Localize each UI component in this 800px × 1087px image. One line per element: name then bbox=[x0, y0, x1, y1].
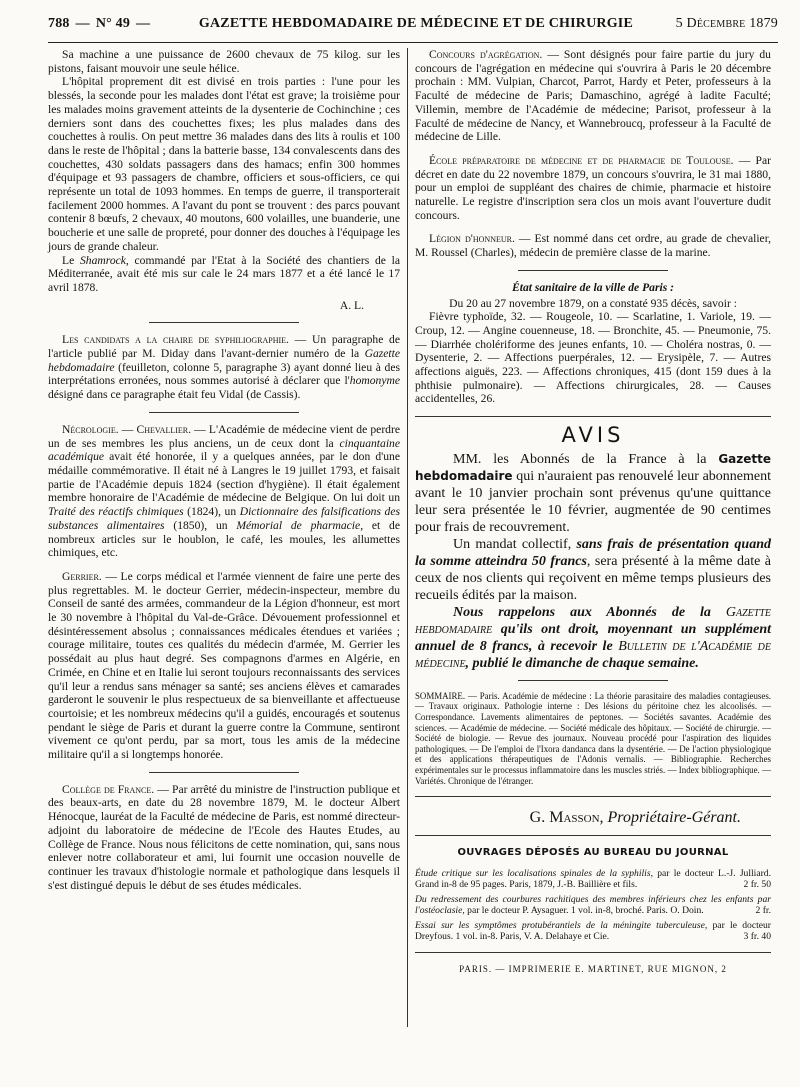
etat-details: Fièvre typhoïde, 32. — Rougeole, 10. — Scarlatine, 1. Variole, 19. — Croup, 12. — Angine couenneuse, 18. — Bronchite, 45. — Pneumonie, 75. — Diarrhée cholériforme des jeunes enfants, 10. — Choléra nostras, 0. — Dysenterie, 2. — Affections puerpérales, 12. — Erysipèle, 7. — Autres affections aiguës, 223. — Affections chroniques, 415 (dont 159 dues à la phthisie pulmonaire). — Affections chirurgicales, 28. — Causes accidentelles, 26. bbox=[415, 310, 771, 406]
page-number: 788 bbox=[48, 16, 70, 31]
separator-rule bbox=[518, 270, 668, 271]
concours-article: Concours d'agrégation. — Sont désignés pour faire partie du jury du concours de l'agrégation en médecine qui s'ouvrira à Paris le 20 décembre prochain : MM. Vulpian, Charcot, Parrot, Hardy et Peter, professeurs à la Faculté de médecine de Paris; Damaschino, agrégé à ladite Faculté; Villemin, membre de l'Académie de médecine; Parisot, professeur à la Faculté de médecine de Nancy, et Wannebroucq, professeur à la Faculté de médecine de Lille. bbox=[415, 48, 771, 144]
ship-paragraph-1: Sa machine a une puissance de 2600 chevaux de 75 kilog. sur les pistons, faisant mouvoir une seule hélice. bbox=[48, 48, 400, 75]
college-article: Collège de France. — Par arrêté du ministre de l'instruction publique et des beaux-arts, en date du 28 novembre 1879, M. le docteur Albert Hénocque, lauréat de la Faculté de médecine de Paris, est nommé directeur-adjoint du laboratoire de médecine de l'Ecole des Hautes Etudes, au Collège de France. Nous nous félicitons de cette nomination, qui, sans nous enlever notre collaborateur et ami, lui fournit une occasion nouvelle de continuer les travaux d'histologie normale et pathologique dans lesquels il s'est distingué depuis le début de ses études médicales. bbox=[48, 782, 400, 892]
separator-rule bbox=[149, 322, 299, 323]
separator-rule bbox=[415, 835, 771, 836]
separator-rule bbox=[149, 412, 299, 413]
ouvrages-title: OUVRAGES DÉPOSÉS AU BUREAU DU JOURNAL bbox=[457, 846, 729, 858]
ouvrage-entry: Étude critique sur les localisations spinales de la syphilis, par le docteur L.-J. Julliard. Grand in-8 de 95 pages. Paris, 1879, J.-B. Baillière et fils. 2 fr. 50 bbox=[415, 867, 771, 890]
issue-date: 5 Décembre 1879 bbox=[675, 16, 778, 31]
necrologie-heading: Nécrologie. — Chevallier. bbox=[62, 422, 191, 436]
etat-summary: Du 20 au 27 novembre 1879, on a constaté 935 décès, savoir : bbox=[449, 296, 737, 310]
ship-paragraph-3: Le Shamrock, commandé par l'Etat à la Société des chantiers de la Méditerranée, avait été mis sur cale le 24 mars 1877 et a été lancé le 17 avril 1878. bbox=[48, 253, 400, 294]
ecole-heading: École préparatoire de médecine et de pharmacie de Toulouse. bbox=[429, 153, 734, 167]
legion-heading: Légion d'honneur. bbox=[429, 232, 515, 246]
journal-title: GAZETTE HEBDOMADAIRE DE MÉDECINE ET DE CHIRURGIE bbox=[198, 16, 633, 31]
gerrier-heading: Gerrier. bbox=[62, 569, 102, 583]
printer-footer: PARIS. — IMPRIMERIE E. MARTINET, RUE MIGNON, 2 bbox=[459, 963, 727, 974]
ship-name: Shamrock bbox=[79, 253, 126, 267]
avis-notice: MM. les Abonnés de la France à la Gazette hebdomadaire qui n'auraient pas renouvelé leur abonnement avant le 10 janvier prochain sont prévenus qu'une quittance leur sera présentée le 10 février, augmentée de 90 centimes pour frais de recouvrement. Un mandat collectif, sans frais de présentation quand la somme atteindra 50 francs, sera présenté à la même date à ceux de nos clients qui reçoivent en même temps plusieurs des recueils édités par la maison. Nous rappelons aux Abonnés de la Gazette hebdomadaire qu'ils ont droit, moyennant un supplément annuel de 8 francs, à recevoir le Bulletin de l'Académie de médecine, publié le dimanche de chaque semaine. bbox=[415, 451, 771, 671]
avis-title: AVIS bbox=[561, 423, 625, 448]
ship-article bbox=[48, 48, 400, 312]
separator-rule bbox=[415, 952, 771, 953]
sommaire: SOMMAIRE. — Paris. Académie de médecine : La théorie parasitaire des maladies contagieuses. — Travaux originaux. Pathologie interne : Des lésions du péritoine chez les alcoolisés. — Correspondance. Lavements alimentaires de peptones. — Sociétés savantes. Académie des sciences. — Académie de médecine. — Société médicale des hôpitaux. — Société de chirurgie. — Société de biologie. — Revue des journaux. Nouveau procédé pour l'aspiration des liquides pathologiques. — De l'emploi de l'Ixora dandanca dans la dysentérie. — De l'action physiologique et des applications thérapeutiques de l'Adonis vernalis. — Bibliographie. Recherches expérimentales sur le processus inflammatoire dans les muscles striés. — Index bibliographique. — Variétés. Chronique de l'étranger. bbox=[415, 690, 771, 786]
etat-sanitaire bbox=[415, 281, 771, 406]
separator-rule bbox=[149, 772, 299, 773]
page-header bbox=[48, 16, 778, 43]
masson-signature: G. Masson, Propriétaire-Gérant. bbox=[529, 809, 741, 827]
candidats-article: Les candidats a la chaire de syphiliographie. — Un paragraphe de l'article publié par M. Diday dans l'avant-dernier numéro de la Gazette hebdomadaire (feuilleton, colonne 5, paragraphe 3) ayant donné lieu à des interprétations erronées, nous sommes autorisé à déclarer que l'homonyme désigné dans ce paragraphe était feu Vidal (de Cassis). bbox=[48, 333, 400, 402]
concours-heading: Concours d'agrégation. bbox=[429, 48, 543, 61]
necrologie-article: Nécrologie. — Chevallier. — L'Académie de médecine vient de perdre un de ses membres les plus anciens, un de ceux dont la cinquantaine académique avait été honorée, il y a quelques années, par le don d'une médaille commémorative. Il était né à Langres le 19 juillet 1793, et faisait partie de l'Académie depuis 1824 (section d'hygiène). Il était également membre honoraire de l'Académie de médecine de Belgique. On lui doit un Traité des réactifs chimiques (1824), un Dictionnaire des falsifications des substances alimentaires (1850), un Mémorial de pharmacie, et de nombreux articles sur le houblon, le café, les moules, les allumettes chimiques, etc. bbox=[48, 422, 401, 560]
candidats-heading: Les candidats a la chaire de syphiliographie. bbox=[62, 333, 289, 347]
ship-paragraph-2: L'hôpital proprement dit est divisé en trois parties : l'une pour les blessés, la seconde pour les malades dont l'état est grave; la troisième pour les malades moins gravement atteints de la dysenterie de Cochinchine ; ces derniers sont dans des couchettes fixes; les plus malades dans des couchettes à roulis. On peut mettre 36 malades dans des lits à roulis et 100 dans le reste de l'hôpital ; dans la batterie basse, 134 convalescents dans des couchettes, 430 soldats passagers dans des hamacs; enfin 300 hommes d'équipage et 93 passagers de chambre, officiers et sous-officiers, ce qui représente un total de 1093 hommes. En temps de guerre, il transporterait facilement 2000 hommes. A l'avant du pont se trouvent : des parcs pouvant contenir 8 bœufs, 2 chevaux, 40 moutons, 600 volailles, une buanderie, une boucherie et une salle de propreté, pour donner des douches à l'équipage les jours de grande chaleur. bbox=[48, 75, 400, 253]
left-column bbox=[48, 48, 400, 1059]
college-heading: Collège de France. bbox=[62, 782, 155, 796]
gerrier-article: Gerrier. — Le corps médical et l'armée viennent de faire une perte des plus regrettables. M. le docteur Gerrier, médecin-inspecteur, membre du Conseil de santé des armées, commandeur de la Légion d'honneur, est mort le 30 novembre à l'hôpital du Val-de-Grâce. Dévouement professionnel et désintéressement absolus ; connaissances médicales étendues et variées ; courage militaire, toutes ces qualités du médecin d'armée, M. Gerrier les possédait au plus haut degré. Ses compagnons d'armes en Algérie, en Crimée, en Chine et en Italie lui seront toujours reconnaissants des services qu'il leur a rendus sans ménager sa santé; ses anciens élèves et camarades garderont le souvenir le plus respectueux de sa bienveillante et affectueuse courtoisie; et les nombreux médecins qu'il a guidés, encouragés et soutenus pendant le siège de Paris et durant la guerre contre la Commune, sentiront vivement ce qu'ont perdu, par sa mort, tous les amis de la médecine militaire qu'il a si longtemps honorée. bbox=[48, 569, 400, 762]
legion-article: Légion d'honneur. — Est nommé dans cet ordre, au grade de chevalier, M. Roussel (Charles), médecin de première classe de la marine. bbox=[415, 232, 771, 260]
ouvrage-entry: Du redressement des courbures rachitiques des membres inférieurs chez les enfants par l'ostéoclasie, par le docteur P. Aysaguer. 1 vol. in-8, broché. Paris. O. Doin. 2 fr. bbox=[415, 893, 771, 916]
ouvrage-entry: Essai sur les symptômes protubérantiels de la méningite tuberculeuse, par le docteur Dreyfous. 1 vol. in-8. Paris, V. A. Delahaye et Cie. 3 fr. 40 bbox=[415, 919, 771, 942]
header-left: 788 — N° 49 — bbox=[48, 16, 151, 31]
separator-rule bbox=[415, 796, 771, 797]
column-divider bbox=[407, 48, 408, 1027]
ship-signature: A. L. bbox=[339, 298, 364, 312]
issue-number: N° 49 bbox=[95, 16, 131, 31]
right-column bbox=[415, 48, 771, 1059]
etat-title: État sanitaire de la ville de Paris : bbox=[512, 280, 674, 294]
separator-rule bbox=[518, 680, 668, 681]
ecole-article: École préparatoire de médecine et de pharmacie de Toulouse. — Par décret en date du 22 novembre 1879, un concours s'ouvrira, le 31 mai 1880, pour un emploi de suppléant des chaires de chimie, pharmacie et histoire naturelle. Le registre d'inscription sera clos un mois avant l'ouverture dudit concours. bbox=[415, 153, 771, 222]
separator-rule bbox=[415, 416, 771, 417]
